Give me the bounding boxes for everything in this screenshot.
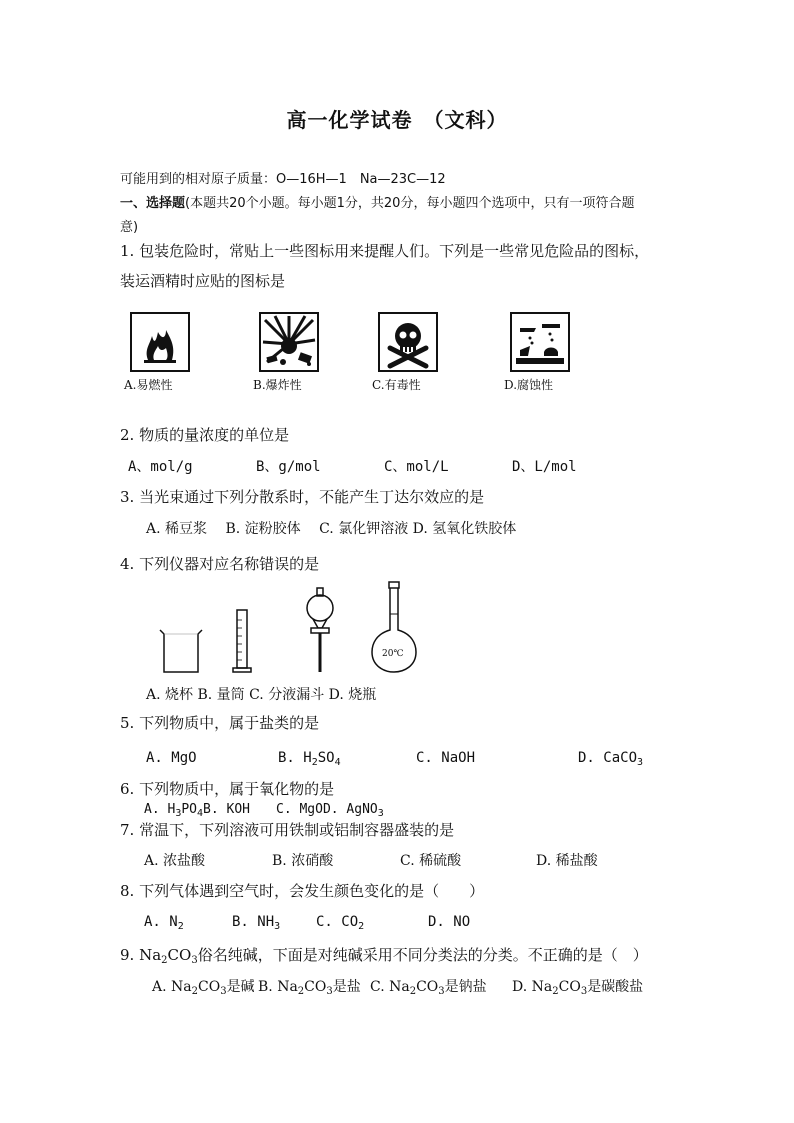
question-5-option-a: A. MgO: [146, 750, 197, 766]
question-1-stem-line2: 装运酒精时应贴的图标是: [120, 272, 286, 290]
flask-mark: 20℃: [382, 649, 404, 659]
question-2-option-b: B、g/mol: [256, 459, 321, 475]
question-5-stem: 5. 下列物质中，属于盐类的是: [120, 714, 320, 732]
skull-crossbones-icon: [380, 314, 436, 370]
hazard-label-b: B.爆炸性: [253, 378, 302, 392]
page-title: 高一化学试卷 （文科）: [286, 108, 508, 132]
question-5-option-d: D. CaCO$_3$: [578, 750, 644, 768]
question-8-option-c: C. $CO_2$: [316, 914, 365, 932]
hazard-label-c: C.有毒性: [372, 378, 421, 392]
atomic-mass-note: 可能用到的相对原子质量：O—16H—1 Na—23C—12: [120, 172, 446, 187]
question-8-option-b: B. $NH_3$: [232, 914, 281, 932]
question-5-option-c: C. NaOH: [416, 750, 476, 766]
question-6-options: A. $H_3PO_4B$. KOH C. MgOD. AgNO$_3$: [144, 802, 384, 819]
question-8-option-d: D. NO: [428, 914, 471, 930]
question-9-option-c: C. $Na_2CO_3$是钠盐: [370, 979, 487, 997]
question-2-option-a: A、mol/g: [128, 459, 193, 475]
question-7-option-b: B. 浓硝酸: [272, 853, 334, 869]
section-description-cont: 意): [120, 220, 139, 235]
beaker-icon: [158, 628, 204, 676]
question-7-option-c: C. 稀硫酸: [400, 853, 462, 869]
question-1-stem-line1: 1. 包装危险时，常贴上一些图标用来提醒人们。下列是一些常见危险品的图标，: [120, 242, 650, 260]
corrosive-icon: [512, 314, 568, 370]
question-8-stem: 8. 下列气体遇到空气时，会发生颜色变化的是（ ）: [120, 882, 485, 900]
question-4-options: A. 烧杯 B. 量筒 C. 分液漏斗 D. 烧瓶: [146, 687, 377, 703]
question-2-option-c: C、mol/L: [384, 459, 449, 475]
question-4-stem: 4. 下列仪器对应名称错误的是: [120, 555, 320, 573]
question-8-option-a: A. $N_2$: [144, 914, 184, 932]
section-description: (本题共20个小题。每小题1分，共20分，每小题四个选项中，只有一项符合题: [185, 196, 635, 211]
question-9-option-a: A. $Na_2CO_3$是碱: [152, 979, 255, 997]
hazard-label-a: A.易燃性: [124, 378, 173, 392]
hazard-label-d: D.腐蚀性: [504, 378, 554, 392]
question-5-option-b: B. $H_2SO_4$: [278, 750, 341, 768]
question-9-option-b: B. $Na_2CO_3$是盐: [258, 979, 361, 997]
question-3-stem: 3. 当光束通过下列分散系时，不能产生丁达尔效应的是: [120, 488, 485, 506]
section-heading: 一、选择题: [120, 196, 186, 211]
question-2-stem: 2. 物质的量浓度的单位是: [120, 426, 290, 444]
section-heading-line: [120, 192, 634, 211]
graduated-cylinder-icon: [232, 608, 252, 674]
question-6-stem: 6. 下列物质中，属于氧化物的是: [120, 780, 335, 798]
question-7-stem: 7. 常温下，下列溶液可用铁制或铝制容器盛装的是: [120, 821, 455, 839]
flame-icon: [132, 314, 188, 370]
explosion-icon: [261, 314, 317, 370]
question-7-option-a: A. 浓盐酸: [144, 853, 206, 869]
question-7-option-d: D. 稀盐酸: [536, 853, 598, 869]
volumetric-flask-icon: [370, 580, 418, 676]
question-2-option-d: D、L/mol: [512, 459, 577, 475]
separatory-funnel-icon: [303, 586, 337, 676]
question-9-option-d: D. $Na_2CO_3$是碳酸盐: [512, 979, 644, 997]
question-9-stem: 9. $Na_2CO_3$俗名纯碱，下面是对纯碱采用不同分类法的分类。不正确的是（ ）: [120, 946, 648, 966]
question-3-options: A. 稀豆浆 B. 淀粉胶体 C. 氯化钾溶液 D. 氢氧化铁胶体: [146, 521, 517, 537]
